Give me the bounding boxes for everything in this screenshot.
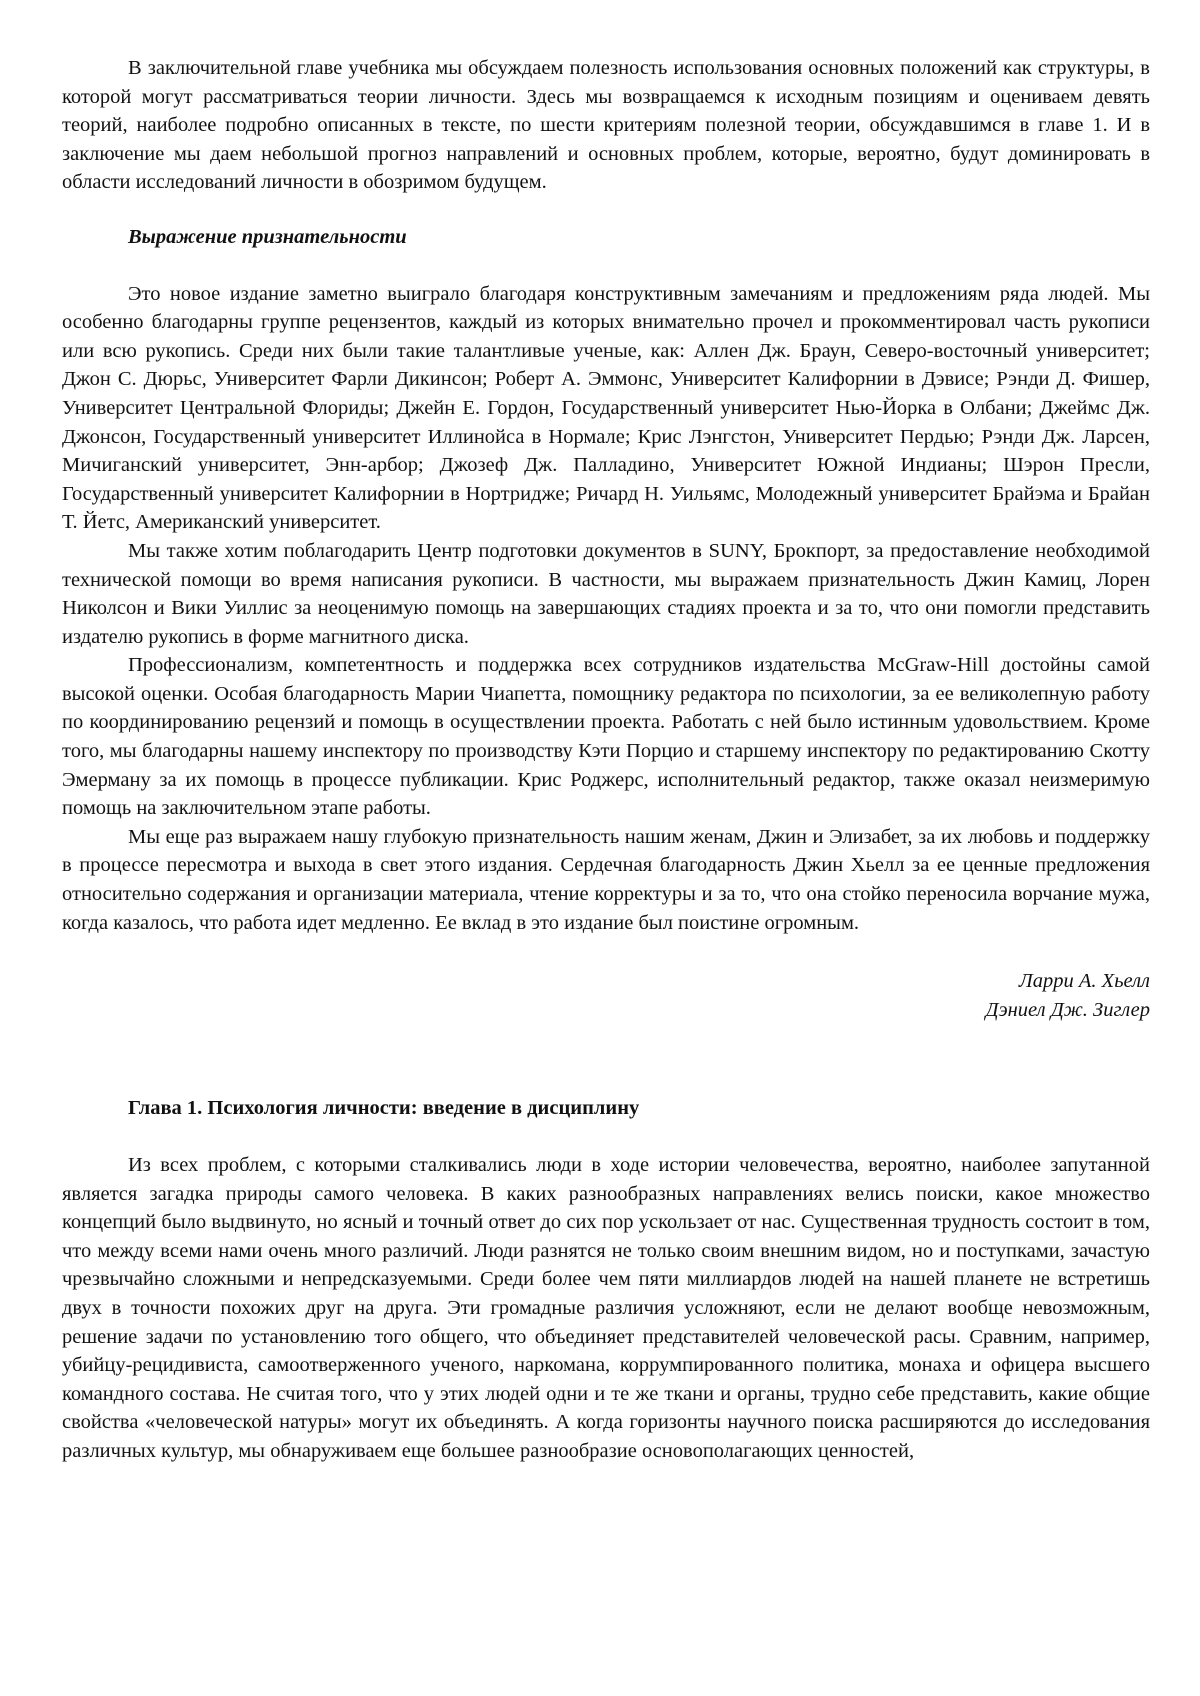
intro-closing-paragraph: В заключительной главе учебника мы обсуждаем полезность использования основных положений как структуры, в которой могут рассматриваться теории личности. Здесь мы возвращаемся к исходным позициям и оцениваем девять теорий, наиболее подробно описанных в тексте, по шести критериям полезной теории, обсуждавшимся в главе 1. И в заключение мы даем небольшой прогноз направлений и основных проблем, которые, вероятно, будут доминировать в области исследований личности в обозримом будущем.	[62, 57, 1150, 194]
chapter-title: Глава 1. Психология личности: введение в дисциплину	[128, 1097, 640, 1120]
acknowledgments-paragraph-wives: Мы еще раз выражаем нашу глубокую признательность нашим женам, Джин и Элизабет, за их любовь и поддержку в процессе пересмотра и выхода в свет этого издания. Сердечная благодарность Джин Хьелл за ее ценные предложения относительно содержания и организации материала, чтение корректуры и за то, что она стойко переносила ворчание мужа, когда казалось, что работа идет медленно. Ее вклад в это издание был поистине огромным.	[62, 825, 1150, 934]
acknowledgments-paragraph-suny: Мы также хотим поблагодарить Центр подготовки документов в SUNY, Брокпорт, за предоставление необходимой технической помощи во время написания рукописи. В частности, мы выражаем признательность Джин Камиц, Лорен Николсон и Вики Уиллис за неоценимую помощь на завершающих стадиях проекта и за то, что они помогли представить издателю рукопись в форме магнитного диска.	[62, 539, 1150, 648]
document-page	[62, 54, 1150, 1466]
chapter-opening-paragraph: Из всех проблем, с которыми сталкивались люди в ходе истории человечества, вероятно, наиболее запутанной является загадка природы самого человека. В каких разнообразных направлениях велись поиски, какое множество концепций было выдвинуто, но ясный и точный ответ до сих пор ускользает от нас. Существенная трудность состоит в том, что между всеми нами очень много различий. Люди разнятся не только своим внешним видом, но и поступками, зачастую чрезвычайно сложными и непредсказуемыми. Среди более чем пяти миллиардов людей на нашей планете не встретишь двух в точности похожих друг на друга. Эти громадные различия усложняют, если не делают вообще невозможным, решение задачи по установлению того общего, что объединяет представителей человеческой расы. Сравним, например, убийцу-рецидивиста, самоотверженного ученого, наркомана, коррумпированного политика, монаха и офицера высшего командного состава. Не считая того, что у этих людей одни и те же ткани и органы, трудно себе представить, какие общие свойства «человеческой натуры» могут их объединять. А когда горизонты научного поиска расширяются до исследования различных культур, мы обнаруживаем еще большее разнообразие основополагающих ценностей,	[62, 1154, 1150, 1462]
acknowledgments-heading: Выражение признательности	[128, 225, 407, 248]
acknowledgments-paragraph-reviewers: Это новое издание заметно выиграло благодаря конструктивным замечаниям и предложениям ряда людей. Мы особенно благодарны группе рецензентов, каждый из которых внимательно прочел и прокомментировал часть рукописи или всю рукопись. Среди них были такие талантливые ученые, как: Аллен Дж. Браун, Северо-восточный университет; Джон С. Дюрьс, Университет Фарли Дикинсон; Роберт А. Эммонс, Университет Калифорнии в Дэвисе; Рэнди Д. Фишер, Университет Центральной Флориды; Джейн Е. Гордон, Государственный университет Нью-Йорка в Олбани; Джеймс Дж. Джонсон, Государственный университет Иллинойса в Нормале; Крис Лэнгстон, Университет Пердью; Рэнди Дж. Ларсен, Мичиганский университет, Энн-арбор; Джозеф Дж. Палладино, Университет Южной Индианы; Шэрон Пресли, Государственный университет Калифорнии в Нортридже; Ричард Н. Уильямс, Молодежный университет Брайэма и Брайан Т. Йетс, Американский университет.	[62, 282, 1150, 534]
author-signatures	[62, 967, 1150, 1024]
author-signature: Дэниел Дж. Зиглер	[985, 998, 1150, 1021]
author-signature: Ларри А. Хьелл	[1018, 970, 1150, 993]
acknowledgments-paragraph-publisher: Профессионализм, компетентность и поддержка всех сотрудников издательства McGraw-Hill достойны самой высокой оценки. Особая благодарность Марии Чиапетта, помощнику редактора по психологии, за ее великолепную работу по координированию рецензий и помощь в осуществлении проекта. Работать с ней было истинным удовольствием. Кроме того, мы благодарны нашему инспектору по производству Кэти Порцио и старшему инспектору по редактированию Скотту Эмерману за их помощь в процессе публикации. Крис Роджерс, исполнительный редактор, также оказал неизмеримую помощь на заключительном этапе работы.	[62, 654, 1150, 820]
